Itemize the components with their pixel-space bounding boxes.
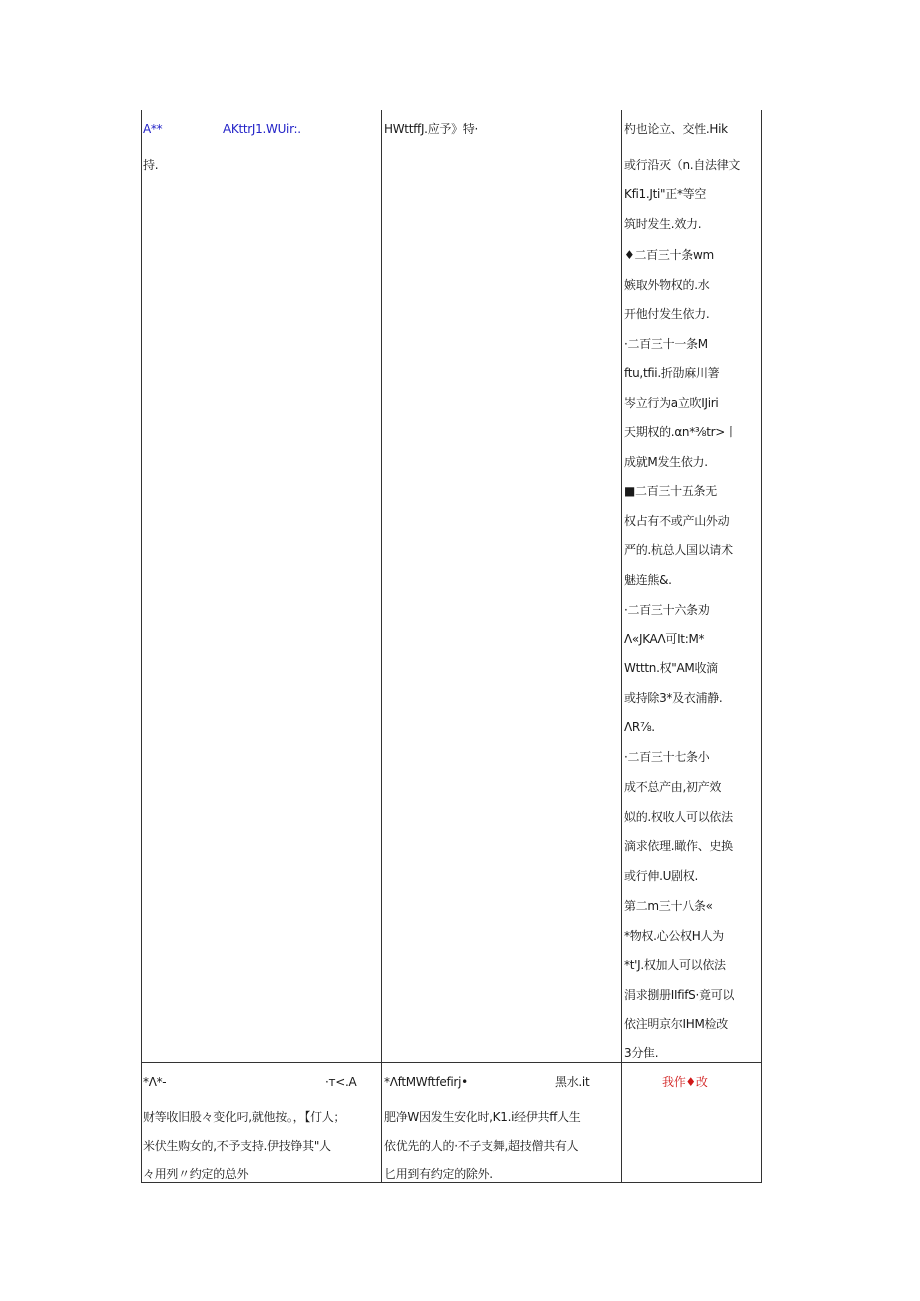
row2-col2-head-left: *ΛftMWftfefirj• bbox=[384, 1075, 468, 1089]
row1-col3-line: 杓也论立、交性.Hik bbox=[624, 122, 728, 136]
row1-col3-line: 依注明京尔IHM检改 bbox=[624, 1017, 728, 1031]
row1-col3-line: 天期权的.αn*⅜tr>丨 bbox=[624, 425, 737, 439]
row1-col3-line: 或行伸.U剧权. bbox=[624, 869, 699, 883]
row1-col3-line: ftu,tfii.折劭麻川箸 bbox=[624, 366, 720, 380]
row1-col3-line: *物权.心公权H人为 bbox=[624, 929, 724, 943]
row1-col3-line: *t'J.权加人可以依法 bbox=[624, 958, 726, 972]
row1-col1-head-right: AKttrJ1.WUir:. bbox=[223, 122, 301, 136]
row1-col3-line: 开他付发生依力. bbox=[624, 307, 710, 321]
table-divider-1 bbox=[381, 110, 382, 1183]
row1-col3-line: ·二百三十六条劝 bbox=[624, 603, 710, 617]
row1-col3-line: ΛR⅞. bbox=[624, 720, 655, 734]
table-row-divider bbox=[141, 1062, 762, 1063]
row1-col3-line: ·二百三十七条小 bbox=[624, 750, 710, 764]
row2-col2-line: 匕用到有约定的除外. bbox=[384, 1167, 493, 1181]
row2-col3-head: 我作♦改 bbox=[662, 1075, 708, 1089]
row1-col3-line: 滴求依理.瞰作、史换 bbox=[624, 839, 733, 853]
row1-col3-line: 或行沿灭（n.自法律文 bbox=[624, 158, 741, 172]
table-border-left bbox=[141, 110, 142, 1183]
table-border-bottom bbox=[141, 1182, 762, 1183]
row1-col3-line: 或持除3*及衣浦静. bbox=[624, 691, 723, 705]
row2-col1-line: 米伏生购女的,不予支持.伊技铮其"人 bbox=[143, 1139, 331, 1153]
row2-col2-head-right: 黑水.it bbox=[555, 1075, 590, 1089]
row2-col1-head-right: ·т<.A bbox=[325, 1075, 357, 1089]
table-divider-2 bbox=[621, 110, 622, 1183]
row1-col3-line: 成不总产由,初产效 bbox=[624, 780, 722, 794]
table-border-right bbox=[761, 110, 762, 1183]
row1-col3-line: ■二百三十五条无 bbox=[624, 484, 717, 498]
row1-col3-line: 姒的.权收人可以依法 bbox=[624, 810, 733, 824]
row1-col1-line: 持. bbox=[143, 158, 159, 172]
row2-col1-head-left: *Λ*- bbox=[143, 1075, 167, 1089]
row1-col3-line: 权占有不或产山外动 bbox=[624, 514, 730, 528]
row1-col3-line: Λ«JKAΛ可It:M* bbox=[624, 632, 705, 646]
row2-col1-line: 々用列〃约定的总外 bbox=[143, 1167, 249, 1181]
row2-col2-line: 依优先的人的·不子支舞,超技僧共有人 bbox=[384, 1139, 579, 1153]
row1-col3-line: 3分隹. bbox=[624, 1046, 659, 1060]
row2-col1-line: 财等收旧股々变化叼,就他按。，【仃人； bbox=[143, 1110, 346, 1124]
row1-col2-head: HWttffJ.应予》特· bbox=[384, 122, 479, 136]
row1-col3-line: Kfi1.Jti"正*等空 bbox=[624, 187, 707, 201]
row1-col3-line: ·二百三十一条M bbox=[624, 337, 708, 351]
row1-col3-line: 嫉取外物权的.水 bbox=[624, 278, 710, 292]
row1-col3-line: 第二m三十八条« bbox=[624, 899, 713, 913]
row1-col3-line: Wtttn.权"AM收滴 bbox=[624, 661, 718, 675]
row1-col3-line: 严的.杭总人国以请术 bbox=[624, 543, 733, 557]
row1-col3-line: 成就M发生依力. bbox=[624, 455, 708, 469]
row1-col3-line: ♦二百三十条wm bbox=[624, 248, 714, 262]
row1-col3-line: 魅连熊&. bbox=[624, 573, 672, 587]
row1-col1-head-left: A** bbox=[143, 122, 163, 136]
row1-col3-line: 筑时发生.效力. bbox=[624, 217, 702, 231]
row2-col2-line: 肥净W因发生安化时,K1.i经伊共ff人生 bbox=[384, 1110, 581, 1124]
row1-col3-line: 岑立行为a立吹IJiri bbox=[624, 396, 719, 410]
row1-col3-line: 涓求捌册IIfifS·竟可以 bbox=[624, 988, 735, 1002]
